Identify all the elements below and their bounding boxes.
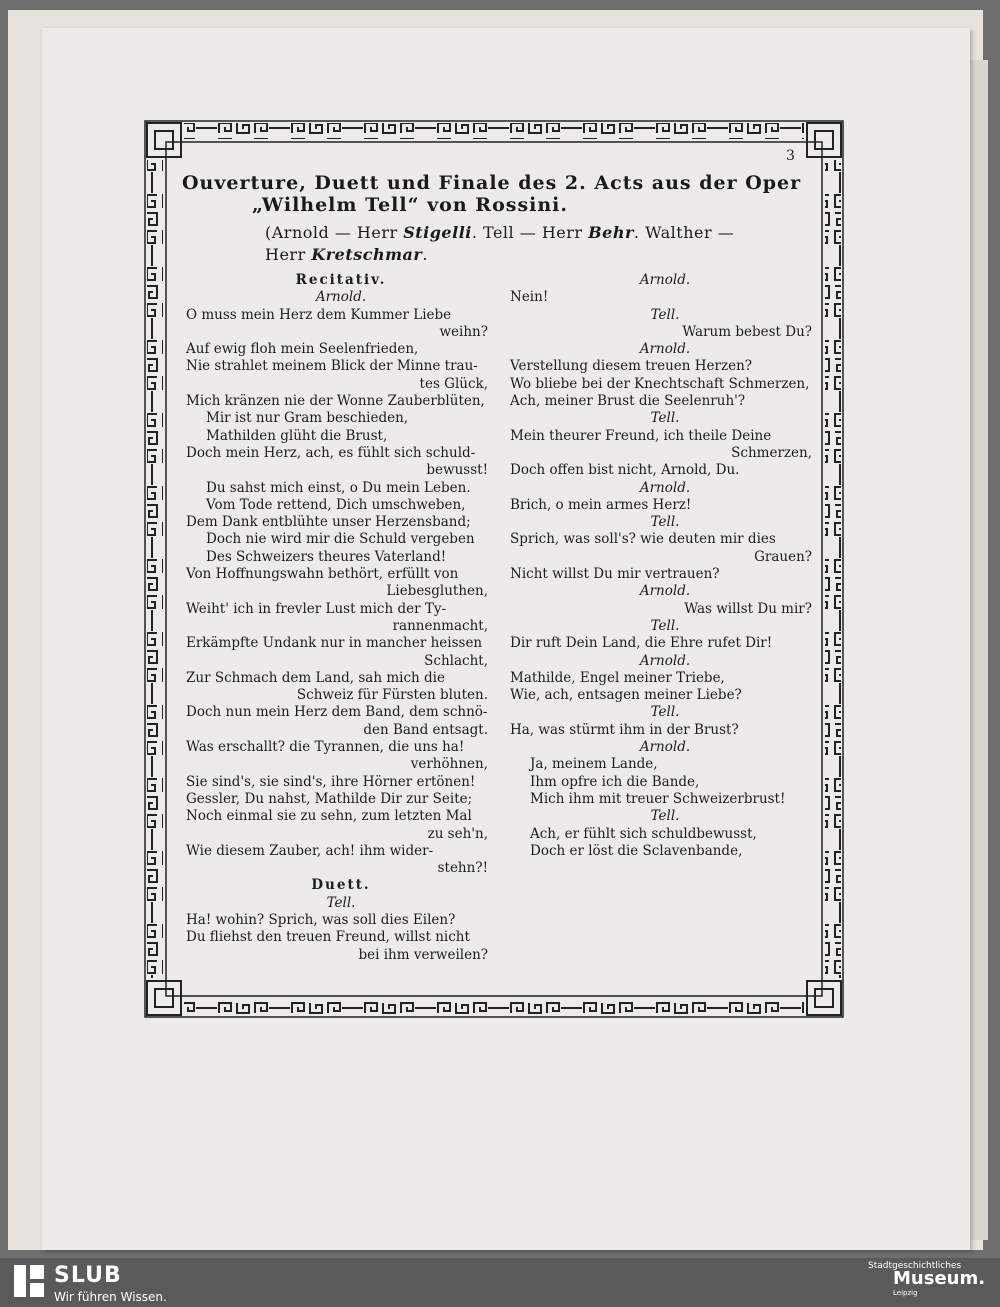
verse-line: bewusst! (426, 462, 488, 479)
verse-line: Doch offen bist nicht, Arnold, Du. (510, 462, 740, 479)
verse-line: Mein theurer Freund, ich theile Deine (510, 427, 772, 444)
verse-line: zu seh'n, (427, 825, 488, 842)
title-line-2: „Wilhelm Tell“ von Rossini. (252, 194, 569, 216)
title-line-1: Ouverture, Duett und Finale des 2. Acts aus der Oper (182, 172, 802, 194)
verse-line: Ihm opfre ich die Bande, (530, 773, 700, 790)
verse-line: Liebesgluthen, (386, 583, 488, 600)
verse-line: Warum bebest Du? (682, 323, 812, 340)
speaker-label: Arnold. (639, 652, 691, 669)
speaker-label: Arnold. (639, 583, 691, 600)
verse-line: Nie strahlet meinem Blick der Minne trau- (186, 358, 478, 375)
speaker-label: Arnold. (315, 289, 367, 306)
verse-line: Doch nun mein Herz dem Band, dem schnö- (186, 704, 488, 721)
verse-line: Schmerzen, (731, 444, 812, 461)
verse-line: Schweiz für Fürsten bluten. (296, 687, 488, 704)
verse-line: den Band entsagt. (363, 721, 488, 738)
verse-line: Von Hoffnungswahn bethört, erfüllt von (186, 566, 459, 583)
cast-text: (Arnold — Herr (265, 223, 404, 242)
cast-text: Herr (265, 245, 312, 264)
verse-line: Dir ruft Dein Land, die Ehre rufet Dir! (510, 635, 773, 652)
cast-text: . (422, 245, 428, 264)
verse-line: Wie diesem Zauber, ach! ihm wider- (186, 842, 434, 859)
verse-line: Mich kränzen nie der Wonne Zauberblüten, (186, 393, 485, 410)
museum-subtitle: Stadtgeschichtliches (868, 1261, 962, 1271)
verse-line: Verstellung diesem treuen Herzen? (510, 358, 752, 375)
verse-line: Ach, meiner Brust die Seelenruh'? (510, 393, 746, 410)
verse-line: Wo bliebe bei der Knechtschaft Schmerzen, (510, 375, 810, 392)
verse-line: stehn?! (437, 860, 488, 877)
cast-list (265, 222, 825, 266)
verse-line: Brich, o mein armes Herz! (510, 496, 692, 513)
cast-line-2 (265, 244, 825, 266)
speaker-label: Tell. (650, 704, 680, 721)
verse-line: Erkämpfte Undank nur in mancher heissen (186, 635, 483, 652)
verse-line: Grauen? (754, 548, 812, 565)
museum-name: Museum. (893, 1268, 986, 1289)
libretto-left-column (186, 272, 496, 964)
libretto-right-column (510, 272, 820, 860)
verse-line: Mich ihm mit treuer Schweizerbrust! (530, 790, 786, 807)
verse-line: Zur Schmach dem Land, sah mich die (186, 669, 445, 686)
verse-line: Ach, er fühlt sich schuldbewusst, (530, 825, 757, 842)
speaker-label: Tell. (650, 306, 680, 323)
verse-line: Dem Dank entblühte unser Herzensband; (186, 514, 471, 531)
section-heading: Duett. (311, 877, 371, 894)
verse-line: verhöhnen, (410, 756, 488, 773)
verse-line: Doch er löst die Sclavenbande, (530, 842, 743, 859)
verse-line: O muss mein Herz dem Kummer Liebe (186, 306, 452, 323)
verse-line: Du sahst mich einst, o Du mein Leben. (206, 479, 471, 496)
verse-line: Ha! wohin? Sprich, was soll dies Eilen? (186, 911, 456, 928)
speaker-label: Arnold. (639, 479, 691, 496)
cast-line-1 (265, 222, 825, 244)
verse-line: Weiht' ich in frevler Lust mich der Ty- (186, 600, 447, 617)
verse-line: Schlacht, (424, 652, 488, 669)
speaker-label: Tell. (650, 617, 680, 634)
slub-name: SLUB (54, 1263, 122, 1288)
verse-line: Nicht willst Du mir vertrauen? (510, 566, 720, 583)
verse-line: Mathilde, Engel meiner Triebe, (510, 669, 725, 686)
speaker-label: Arnold. (639, 272, 691, 288)
verse-line: tes Glück, (419, 375, 488, 392)
speaker-label: Tell. (326, 894, 356, 911)
verse-line: Du fliehst den treuen Freund, willst nicht (186, 929, 470, 946)
speaker-label: Arnold. (639, 341, 691, 358)
page-number: 3 (786, 148, 795, 164)
verse-line: Vom Tode rettend, Dich umschweben, (206, 496, 466, 513)
verse-line: bei ihm verweilen? (358, 946, 488, 963)
speaker-label: Tell. (650, 808, 680, 825)
verse-line: Was erschallt? die Tyrannen, die uns ha! (186, 739, 465, 756)
verse-line: Noch einmal sie zu sehn, zum letzten Mal (186, 808, 472, 825)
cast-text: . Tell — Herr (471, 223, 589, 242)
verse-line: Des Schweizers theures Vaterland! (206, 548, 447, 565)
verse-line: rannenmacht, (392, 617, 488, 634)
verse-line: Doch nie wird mir die Schuld vergeben (206, 531, 475, 548)
cast-name-behr: Behr (588, 223, 634, 242)
slub-logo-icon (12, 1263, 46, 1299)
verse-line: Wie, ach, entsagen meiner Liebe? (510, 687, 742, 704)
speaker-label: Tell. (650, 514, 680, 531)
section-heading: Recitativ. (295, 272, 387, 288)
verse-line: Ja, meinem Lande, (530, 756, 658, 773)
verse-line: Nein! (510, 289, 549, 306)
slub-tagline: Wir führen Wissen. (54, 1290, 167, 1304)
verse-line: Sie sind's, sie sind's, ihre Hörner ertönen! (186, 773, 476, 790)
verse-line: Mir ist nur Gram beschieden, (206, 410, 409, 427)
cast-name-kretschmar: Kretschmar (311, 245, 423, 264)
speaker-label: Tell. (650, 410, 680, 427)
cast-name-stigelli: Stigelli (403, 223, 472, 242)
verse-line: Gessler, Du nahst, Mathilde Dir zur Seite; (186, 790, 473, 807)
verse-line: Auf ewig floh mein Seelenfrieden, (186, 341, 419, 358)
verse-line: Was willst Du mir? (684, 600, 812, 617)
verse-line: weihn? (439, 323, 488, 340)
page-title (182, 172, 812, 216)
verse-line: Sprich, was soll's? wie deuten mir dies (510, 531, 776, 548)
museum-city: Leipzig (893, 1289, 918, 1297)
verse-line: Doch mein Herz, ach, es fühlt sich schuld- (186, 444, 476, 461)
verse-line: Mathilden glüht die Brust, (206, 427, 388, 444)
speaker-label: Arnold. (639, 739, 691, 756)
cast-text: . Walther — (633, 223, 735, 242)
verse-line: Ha, was stürmt ihm in der Brust? (510, 721, 739, 738)
